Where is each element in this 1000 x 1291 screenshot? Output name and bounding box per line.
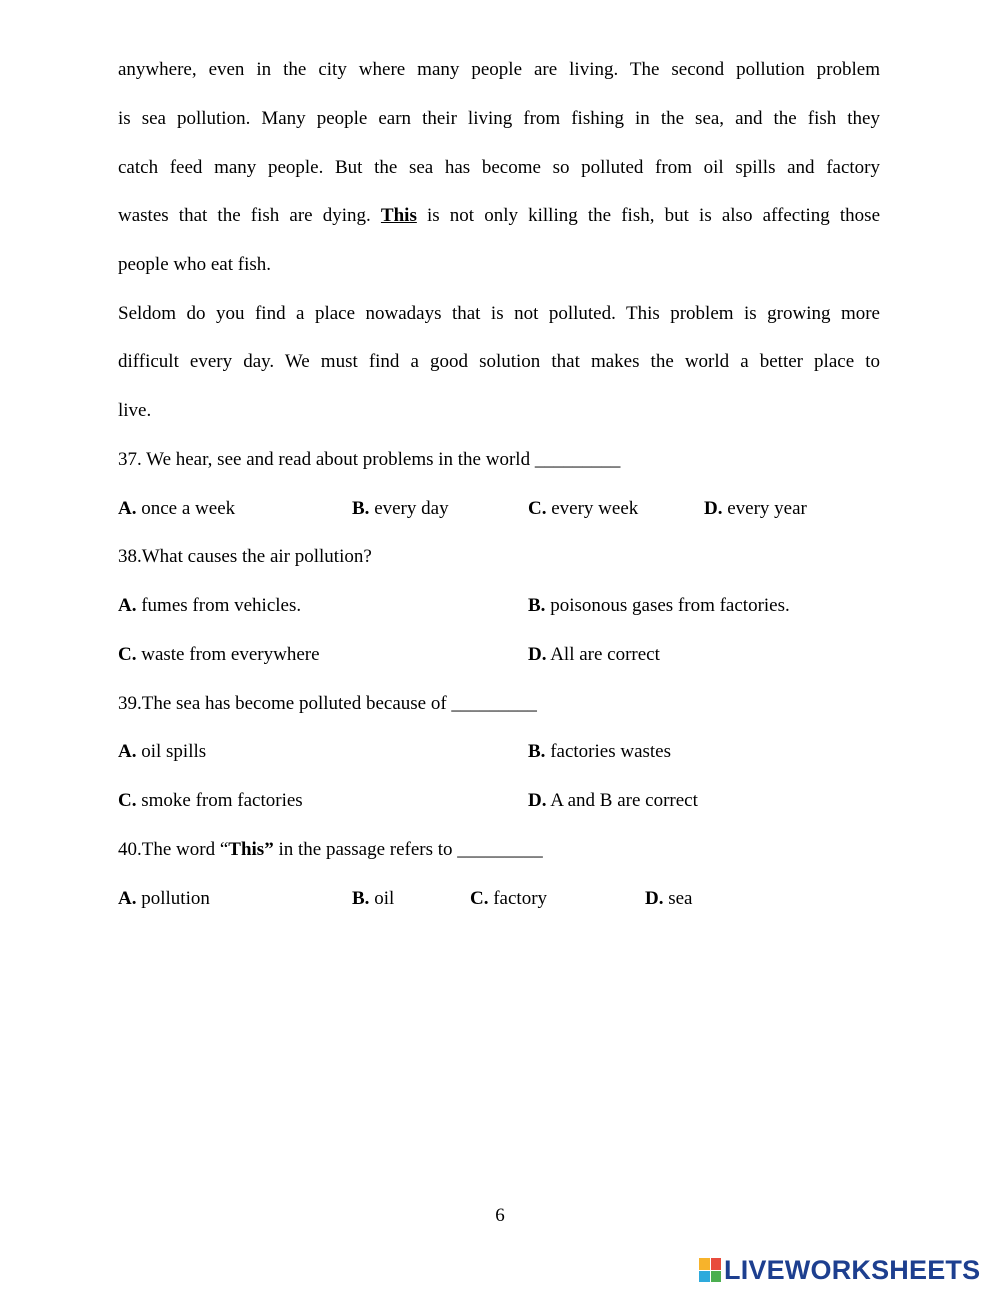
q39-option-b[interactable]	[528, 740, 671, 764]
referent-keyword: This	[380, 205, 417, 226]
passage-text: is not only killing the fish, but is also affecting those	[426, 205, 881, 226]
passage-line: anywhere, even in the city where many people are living. The second pollution problem	[118, 59, 880, 80]
option-letter: C.	[528, 498, 547, 519]
option-letter: D.	[645, 888, 664, 909]
q37-option-a[interactable]	[118, 497, 235, 521]
option-letter: A.	[118, 888, 137, 909]
option-letter: B.	[528, 741, 546, 762]
q40-option-c[interactable]	[470, 887, 547, 911]
stem-keyword: This”	[228, 839, 274, 860]
option-text: oil spills	[141, 741, 207, 762]
option-letter: B.	[352, 888, 370, 909]
option-text: once a week	[141, 498, 236, 519]
passage-line: catch feed many people. But the sea has become so polluted from oil spills and factory	[118, 157, 880, 178]
option-text: oil	[374, 888, 395, 909]
option-text: smoke from factories	[141, 790, 303, 811]
q38-option-a[interactable]	[118, 594, 301, 618]
option-letter: B.	[528, 595, 546, 616]
option-letter: C.	[118, 644, 137, 665]
option-text: sea	[668, 888, 693, 909]
q37-option-d[interactable]	[704, 497, 807, 521]
question-38-stem: 38.What causes the air pollution?	[118, 546, 372, 567]
stem-text: 40.The word “	[118, 839, 229, 860]
option-text: fumes from vehicles.	[141, 595, 302, 616]
passage-line: Seldom do you find a place nowadays that is not polluted. This problem is growing more	[118, 303, 880, 324]
liveworksheets-logo-icon	[699, 1258, 721, 1282]
passage-line: is sea pollution. Many people earn their living from fishing in the sea, and the fish they	[118, 108, 880, 129]
q38-option-d[interactable]	[528, 643, 660, 667]
option-text: every week	[551, 498, 639, 519]
option-text: every year	[727, 498, 807, 519]
q39-option-a[interactable]	[118, 740, 206, 764]
option-letter: D.	[528, 644, 547, 665]
passage-line: live.	[118, 400, 152, 421]
option-text: A and B are correct	[550, 790, 698, 811]
q38-option-b[interactable]	[528, 594, 790, 618]
brand-name: LIVEWORKSHEETS	[724, 1254, 981, 1285]
question-37-stem: 37. We hear, see and read about problems in the world _________	[118, 449, 621, 470]
q39-option-c[interactable]	[118, 789, 303, 813]
question-39-stem: 39.The sea has become polluted because of _________	[118, 693, 537, 714]
option-text: factory	[493, 888, 548, 909]
q40-option-b[interactable]	[352, 887, 394, 911]
option-letter: A.	[118, 595, 137, 616]
passage-line	[118, 204, 880, 228]
page-number: 6	[495, 1205, 505, 1226]
option-text: every day	[374, 498, 449, 519]
question-40-stem	[118, 838, 880, 862]
passage-text: wastes that the fish are dying.	[118, 205, 371, 226]
option-text: poisonous gases from factories.	[550, 595, 790, 616]
liveworksheets-brand[interactable]	[699, 1255, 980, 1285]
option-letter: D.	[704, 498, 723, 519]
q37-option-b[interactable]	[352, 497, 449, 521]
q39-option-d[interactable]	[528, 789, 698, 813]
q37-option-c[interactable]	[528, 497, 638, 521]
option-letter: C.	[118, 790, 137, 811]
stem-text: in the passage refers to _________	[273, 839, 543, 860]
option-letter: C.	[470, 888, 489, 909]
q40-option-a[interactable]	[118, 887, 210, 911]
option-text: All are correct	[550, 644, 660, 665]
option-text: factories wastes	[550, 741, 671, 762]
passage-line: people who eat fish.	[118, 254, 272, 275]
passage-line: difficult every day. We must find a good solution that makes the world a better place to	[118, 351, 880, 372]
option-text: pollution	[141, 888, 210, 909]
option-letter: A.	[118, 498, 137, 519]
q40-option-d[interactable]	[645, 887, 693, 911]
option-letter: B.	[352, 498, 370, 519]
option-letter: D.	[528, 790, 547, 811]
option-letter: A.	[118, 741, 137, 762]
q38-option-c[interactable]	[118, 643, 320, 667]
option-text: waste from everywhere	[141, 644, 320, 665]
